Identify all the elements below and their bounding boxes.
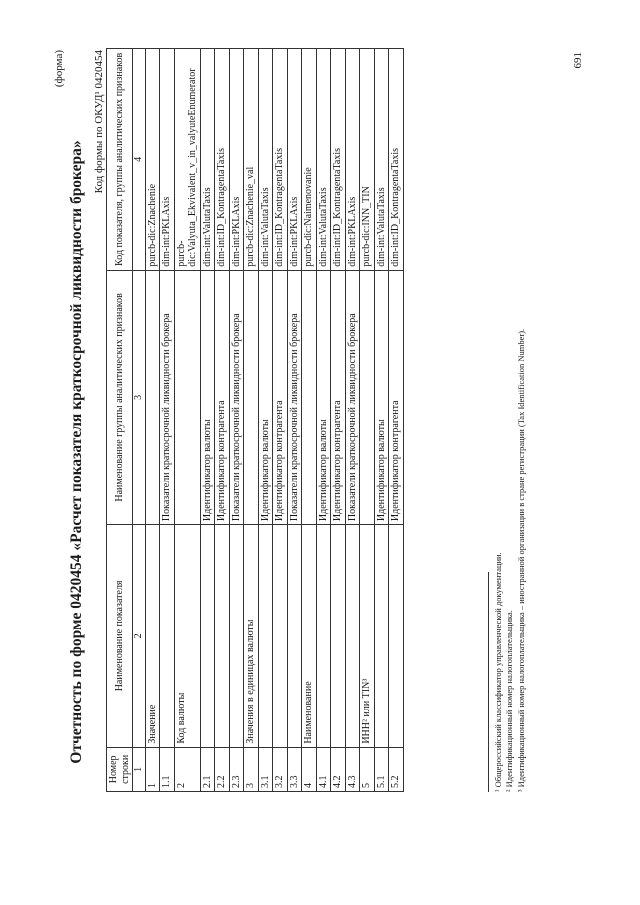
table-row bbox=[273, 49, 288, 792]
indicator-name bbox=[215, 525, 230, 748]
group-name: Идентификатор валюты bbox=[258, 270, 273, 524]
table-header-row bbox=[107, 49, 133, 792]
row-number: 3.1 bbox=[258, 747, 273, 791]
group-name: Идентификатор контрагента bbox=[215, 270, 230, 524]
code: dim-int:ID_KontragentaTaxis bbox=[389, 49, 404, 271]
code: dim-int:ValutaTaxis bbox=[316, 49, 331, 271]
indicator-table bbox=[106, 48, 404, 792]
group-name: Показатели краткосрочной ликвидности брокера bbox=[345, 270, 360, 524]
group-name bbox=[174, 270, 200, 524]
table-row bbox=[174, 49, 200, 792]
table-row bbox=[215, 49, 230, 792]
table-row bbox=[287, 49, 302, 792]
table-row bbox=[345, 49, 360, 792]
table-row bbox=[389, 49, 404, 792]
column-header-row-number: Номер строки bbox=[107, 747, 133, 791]
group-name: Идентификатор валюты bbox=[200, 270, 215, 524]
indicator-name bbox=[160, 525, 175, 748]
code: purcb-dic:Naimenovanie bbox=[302, 49, 317, 271]
table-row bbox=[229, 49, 244, 792]
code: dim-int:PKLAxis bbox=[229, 49, 244, 271]
indicator-name: Наименование bbox=[302, 525, 317, 748]
code: purcb-dic:Znachenie_val bbox=[244, 49, 259, 271]
row-number: 5.1 bbox=[374, 747, 389, 791]
code: dim-int:ID_KontragentaTaxis bbox=[215, 49, 230, 271]
document-title: Отчетность по форме 0420454 «Расчет показателя краткосрочной ликвидности брокера» bbox=[68, 140, 85, 764]
group-name bbox=[302, 270, 317, 524]
code: purcb-dic:INN_TIN bbox=[360, 49, 375, 271]
code: dim-int:PKLAxis bbox=[345, 49, 360, 271]
table-row bbox=[145, 49, 160, 792]
code: dim-int:PKLAxis bbox=[160, 49, 175, 271]
column-header-group-name: Наименование группы аналитических признаков bbox=[107, 270, 133, 524]
group-name bbox=[244, 270, 259, 524]
row-number: 5.2 bbox=[389, 747, 404, 791]
indicator-name: Значения в единицах валюты bbox=[244, 525, 259, 748]
table-column-numbers-row bbox=[133, 49, 146, 792]
code: dim-int:PKLAxis bbox=[287, 49, 302, 271]
code: dim-int:ValutaTaxis bbox=[200, 49, 215, 271]
indicator-name bbox=[258, 525, 273, 748]
group-name: Идентификатор контрагента bbox=[331, 270, 346, 524]
code: purcb-dic:Znachenie bbox=[145, 49, 160, 271]
group-name: Идентификатор валюты bbox=[316, 270, 331, 524]
indicator-name bbox=[287, 525, 302, 748]
indicator-name: Код валюты bbox=[174, 525, 200, 748]
rotated-content bbox=[40, 22, 600, 882]
code: dim-int:ID_KontragentaTaxis bbox=[331, 49, 346, 271]
column-number: 2 bbox=[133, 525, 146, 748]
footnote: ³ Идентификационный номер налогоплательщика – иностранной организации в стране регистрации (Tax Identification Number). bbox=[515, 328, 526, 792]
row-number: 2 bbox=[174, 747, 200, 791]
group-name: Показатели краткосрочной ликвидности брокера bbox=[229, 270, 244, 524]
indicator-name bbox=[200, 525, 215, 748]
table-row bbox=[244, 49, 259, 792]
group-name: Идентификатор контрагента bbox=[389, 270, 404, 524]
code: dim-int:ValutaTaxis bbox=[258, 49, 273, 271]
row-number: 2.3 bbox=[229, 747, 244, 791]
indicator-name bbox=[345, 525, 360, 748]
column-number: 3 bbox=[133, 270, 146, 524]
column-number: 1 bbox=[133, 747, 146, 791]
row-number: 4.3 bbox=[345, 747, 360, 791]
group-name: Показатели краткосрочной ликвидности брокера bbox=[287, 270, 302, 524]
footnote: ¹ Общероссийский классификатор управленческой документации. bbox=[493, 552, 503, 792]
indicator-name bbox=[389, 525, 404, 748]
indicator-name bbox=[316, 525, 331, 748]
table-row bbox=[200, 49, 215, 792]
row-number: 3.2 bbox=[273, 747, 288, 791]
column-number: 4 bbox=[133, 49, 146, 271]
table-row bbox=[258, 49, 273, 792]
form-label: (форма) bbox=[53, 50, 65, 88]
table-row bbox=[331, 49, 346, 792]
row-number: 4.2 bbox=[331, 747, 346, 791]
code: purcb-dic:Valyuta_Ekvivalent_v_in_valyuteEnumerator bbox=[174, 49, 200, 271]
indicator-name bbox=[331, 525, 346, 748]
table-row bbox=[316, 49, 331, 792]
row-number: 3 bbox=[244, 747, 259, 791]
group-name: Идентификатор валюты bbox=[374, 270, 389, 524]
code: dim-int:ID_KontragentaTaxis bbox=[273, 49, 288, 271]
group-name: Показатели краткосрочной ликвидности брокера bbox=[160, 270, 175, 524]
row-number: 4.1 bbox=[316, 747, 331, 791]
row-number: 1.1 bbox=[160, 747, 175, 791]
page-number: 691 bbox=[572, 52, 584, 69]
indicator-name: Значение bbox=[145, 525, 160, 748]
row-number: 3.3 bbox=[287, 747, 302, 791]
group-name: Идентификатор контрагента bbox=[273, 270, 288, 524]
row-number: 1 bbox=[145, 747, 160, 791]
group-name bbox=[360, 270, 375, 524]
footnote: ² Идентификационный номер налогоплательщика. bbox=[504, 610, 515, 792]
table-row bbox=[160, 49, 175, 792]
okud-code: Код формы по ОКУД¹ 0420454 bbox=[93, 50, 105, 194]
table-row bbox=[302, 49, 317, 792]
column-header-code: Код показателя, группы аналитических признаков bbox=[107, 49, 133, 271]
footnotes bbox=[488, 329, 527, 792]
indicator-name: ИНН² или TIN³ bbox=[360, 525, 375, 748]
column-header-indicator-name: Наименование показателя bbox=[107, 525, 133, 748]
indicator-name bbox=[273, 525, 288, 748]
row-number: 4 bbox=[302, 747, 317, 791]
row-number: 2.1 bbox=[200, 747, 215, 791]
group-name bbox=[145, 270, 160, 524]
table-row bbox=[360, 49, 375, 792]
indicator-name bbox=[374, 525, 389, 748]
table-row bbox=[374, 49, 389, 792]
indicator-name bbox=[229, 525, 244, 748]
row-number: 2.2 bbox=[215, 747, 230, 791]
footnote-divider bbox=[488, 572, 489, 792]
code: dim-int:ValutaTaxis bbox=[374, 49, 389, 271]
row-number: 5 bbox=[360, 747, 375, 791]
